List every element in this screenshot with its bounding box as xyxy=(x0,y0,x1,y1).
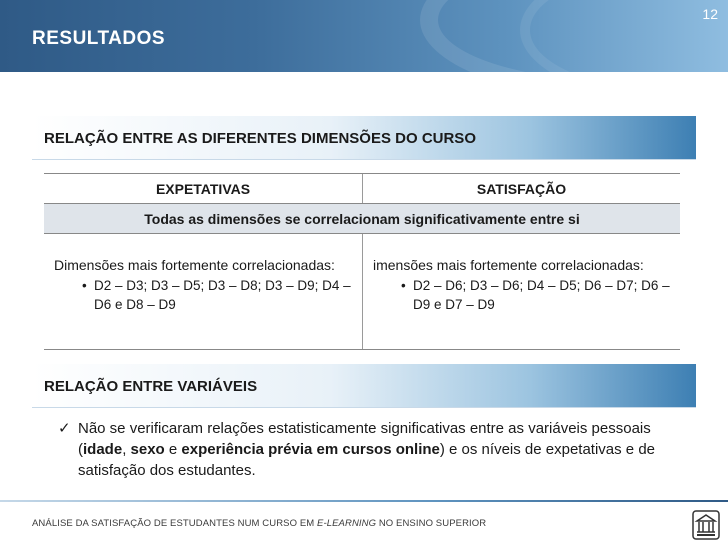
highlight-idade: idade xyxy=(83,441,123,458)
checkmark-icon: ✓ xyxy=(58,420,71,437)
bullet-text: D2 – D6; D3 – D6; D4 – D5; D6 – D7; D6 – D9 e D7 – D9 xyxy=(413,278,670,312)
bullet-list xyxy=(373,276,674,314)
footer-text-a: ANÁLISE DA SATISFAÇÃO DE ESTUDANTES NUM CURSO EM xyxy=(32,518,318,529)
slide-title: RESULTADOS xyxy=(32,28,166,49)
highlight-experiencia: experiência prévia em cursos online xyxy=(181,441,440,458)
footer-text-italic: E-LEARNING xyxy=(317,518,377,529)
bullet-dot-icon: • xyxy=(401,278,406,293)
footer-caption xyxy=(32,518,486,529)
table-cell-expetativas xyxy=(44,234,362,349)
table-header-row xyxy=(44,173,680,204)
section-bar-dimensions xyxy=(32,116,696,160)
section-title: RELAÇÃO ENTRE VARIÁVEIS xyxy=(44,378,258,395)
conclusion-item xyxy=(58,418,698,481)
header-decoration xyxy=(520,0,728,72)
list-item xyxy=(54,276,356,314)
separator: , xyxy=(122,441,131,458)
footer-text-b: NO ENSINO SUPERIOR xyxy=(376,518,487,529)
table-cell-satisfacao xyxy=(362,234,680,349)
conclusion-text: Não se verificaram relações estatisticamente significativas entre as variáveis pessoais ( xyxy=(78,420,651,458)
university-seal-icon xyxy=(692,510,720,540)
slide-number: 12 xyxy=(702,6,718,22)
table-body-row xyxy=(44,234,680,350)
bullet-list xyxy=(54,276,356,314)
column-header-expetativas: EXPETATIVAS xyxy=(155,181,251,197)
footer-divider xyxy=(0,500,728,502)
list-item xyxy=(373,276,674,314)
separator: e xyxy=(164,441,182,458)
bullet-text: D2 – D3; D3 – D5; D3 – D8; D3 – D9; D4 – D6 e D8 – D9 xyxy=(94,278,351,312)
section-title: RELAÇÃO ENTRE AS DIFERENTES DIMENSÕES DO CURSO xyxy=(44,130,476,147)
bullet-dot-icon: • xyxy=(82,278,87,293)
results-table xyxy=(44,173,680,350)
cell-intro: imensões mais fortemente correlacionadas: xyxy=(373,257,644,273)
cell-intro: Dimensões mais fortemente correlacionadas: xyxy=(54,257,335,273)
slide-header xyxy=(0,0,728,72)
table-subheader: Todas as dimensões se correlacionam significativamente entre si xyxy=(44,204,680,234)
section-bar-variables xyxy=(32,364,696,408)
highlight-sexo: sexo xyxy=(130,441,165,458)
conclusion-text-end: ) e os níveis de expetativas e de satisfação dos estudantes. xyxy=(78,441,656,479)
column-header-satisfacao: SATISFAÇÃO xyxy=(362,174,680,203)
